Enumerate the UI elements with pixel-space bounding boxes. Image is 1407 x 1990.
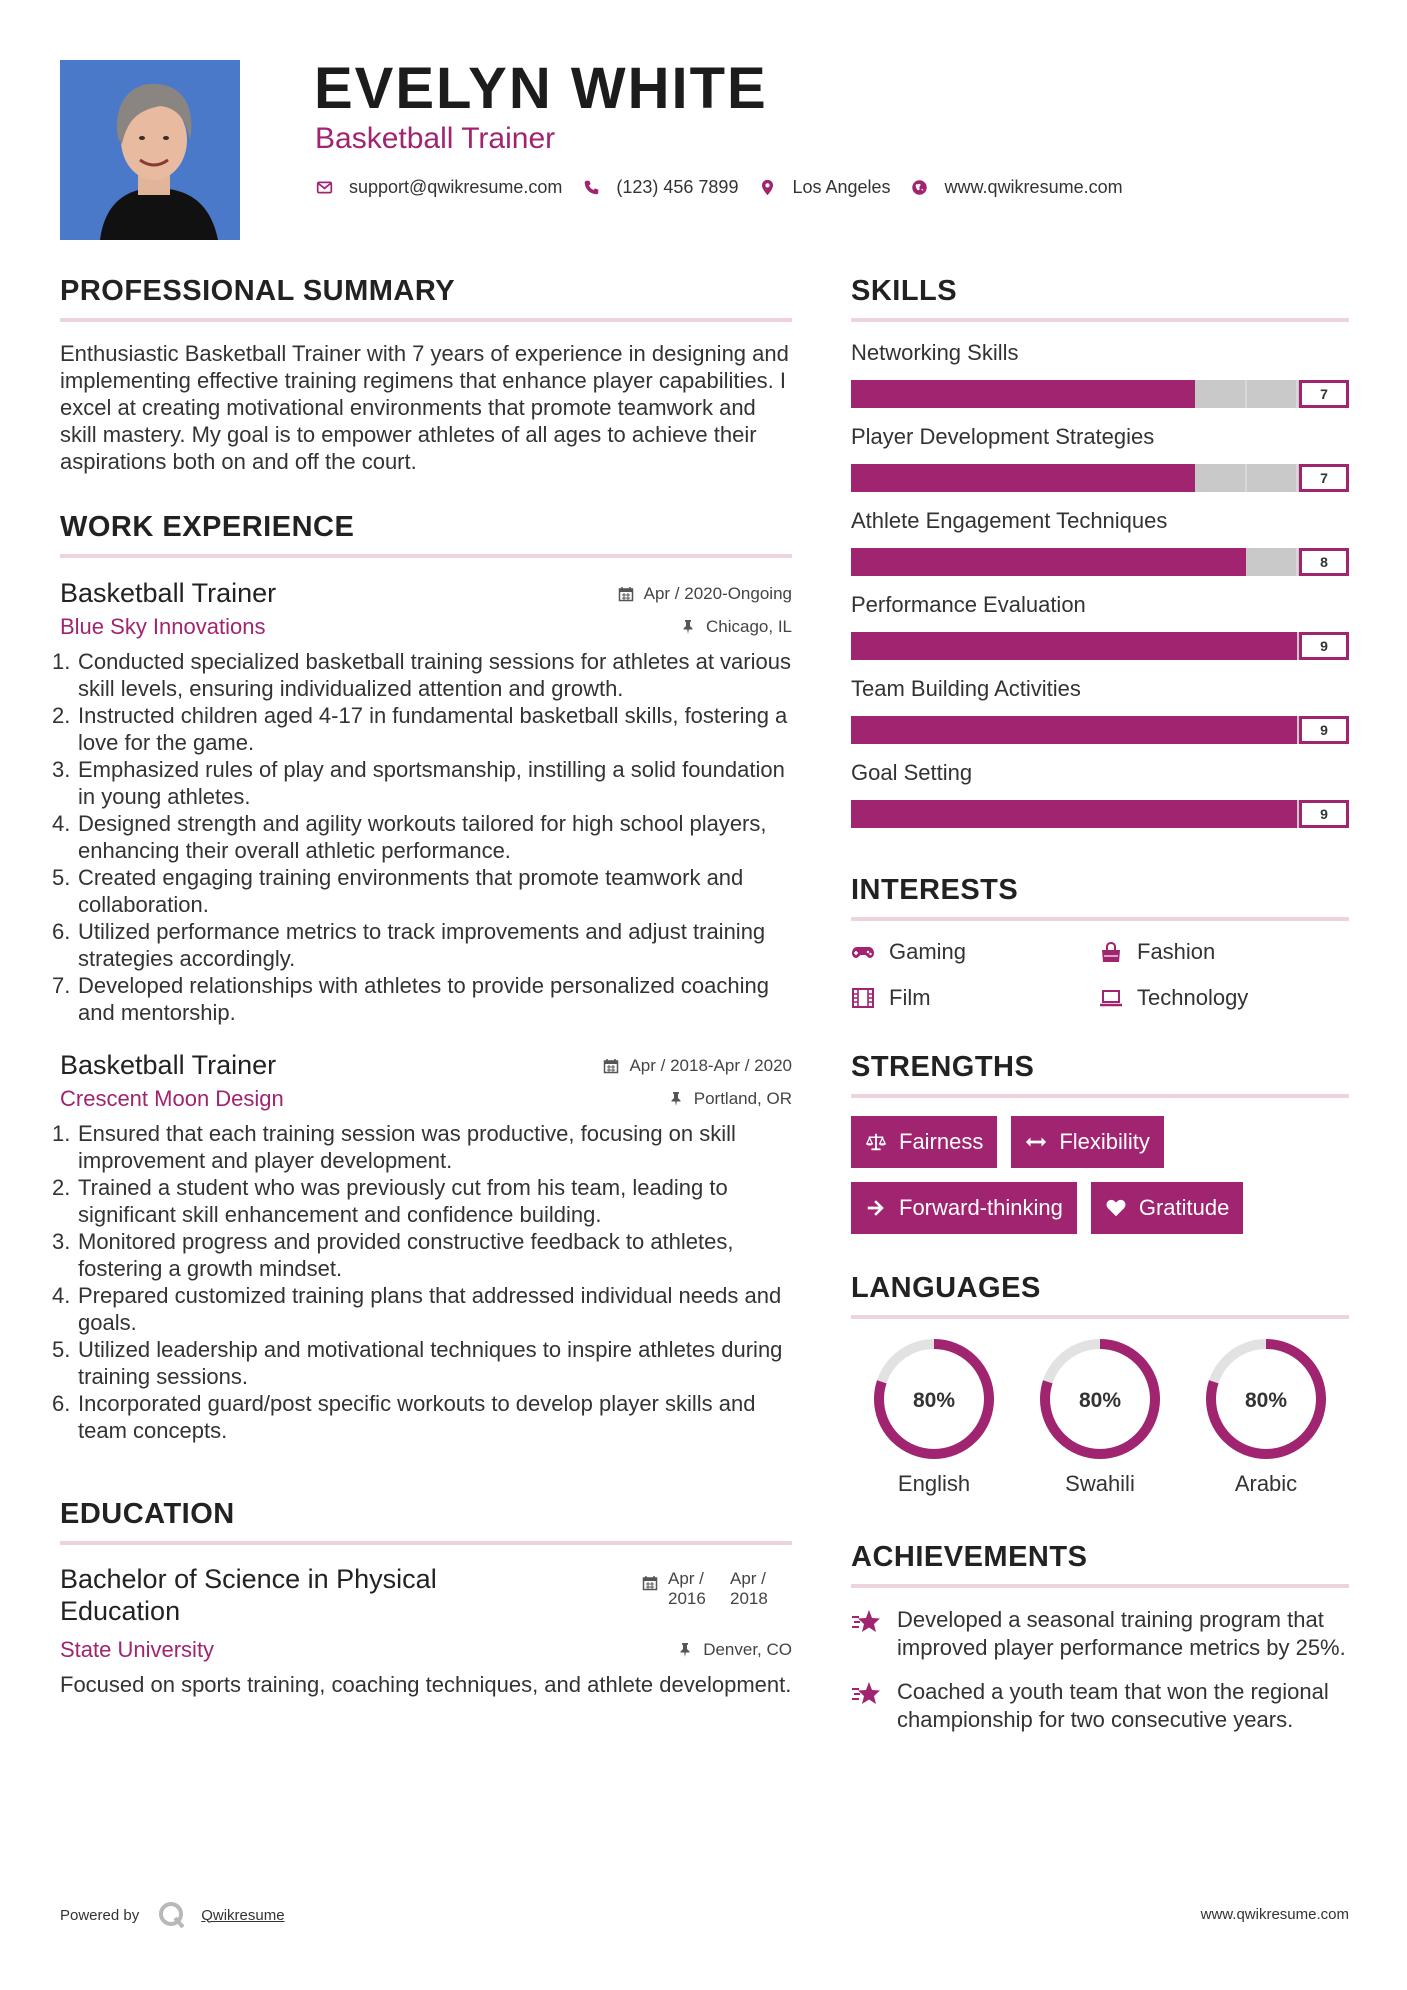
arrows-horizontal-icon bbox=[1025, 1131, 1047, 1153]
skill-segment-filled bbox=[1197, 548, 1246, 576]
shopping-bag-icon bbox=[1099, 941, 1125, 963]
skill-level-badge: 8 bbox=[1299, 548, 1349, 576]
skill-item bbox=[851, 592, 1349, 660]
skill-segment-filled bbox=[1248, 632, 1298, 660]
language-gauge bbox=[1038, 1337, 1162, 1461]
skill-segment-filled bbox=[1098, 548, 1147, 576]
skill-level-badge: 9 bbox=[1299, 632, 1349, 660]
strength-label: Forward-thinking bbox=[899, 1195, 1063, 1220]
skill-name: Team Building Activities bbox=[851, 676, 1081, 701]
language-gauge bbox=[872, 1337, 996, 1461]
skill-segment-filled bbox=[949, 380, 998, 408]
skill-segment-filled bbox=[1097, 464, 1146, 492]
section-title-education: EDUCATION bbox=[60, 1498, 792, 1545]
achievement-item bbox=[851, 1606, 1349, 1662]
location-text: Los Angeles bbox=[792, 177, 891, 197]
skill-segment-filled bbox=[1147, 548, 1196, 576]
skill-segment-filled bbox=[851, 800, 901, 828]
list-item: 3. Monitored progress and provided constructive feedback to athletes, fostering a growth mindset. bbox=[52, 1229, 734, 1281]
section-title-skills: SKILLS bbox=[851, 275, 1349, 322]
skill-segment-filled bbox=[1146, 464, 1195, 492]
skill-segment-empty bbox=[1246, 548, 1297, 576]
skill-segment-filled bbox=[901, 716, 951, 744]
skill-segment-filled bbox=[1049, 800, 1099, 828]
skill-segment-filled bbox=[999, 464, 1048, 492]
skill-level-badge: 9 bbox=[1299, 800, 1349, 828]
powered-by-text: Powered by bbox=[60, 1906, 140, 1924]
list-item: 6. Utilized performance metrics to track improvements and adjust training strategies accordingly. bbox=[52, 919, 766, 971]
section-title-achievements: ACHIEVEMENTS bbox=[851, 1541, 1349, 1588]
skill-segment-filled bbox=[1248, 716, 1298, 744]
job-location-text: Portland, OR bbox=[693, 1089, 792, 1108]
skill-segment-filled bbox=[950, 548, 999, 576]
skill-segment-filled bbox=[1099, 632, 1149, 660]
calendar-icon bbox=[642, 1575, 658, 1591]
job-date-text: Apr / 2020-Ongoing bbox=[643, 584, 792, 603]
skill-segment-filled bbox=[1000, 632, 1050, 660]
film-icon bbox=[851, 987, 877, 1009]
education-dates bbox=[642, 1569, 792, 1609]
list-item: 6. Incorporated guard/post specific workouts to develop player skills and team concepts. bbox=[52, 1391, 756, 1443]
skill-segment-filled bbox=[1149, 716, 1199, 744]
candidate-name: EVELYN WHITE bbox=[314, 56, 768, 121]
gamepad-icon bbox=[851, 941, 877, 963]
contact-bar bbox=[315, 177, 1143, 198]
strength-chip bbox=[1011, 1116, 1163, 1168]
strength-label: Gratitude bbox=[1138, 1195, 1230, 1220]
calendar-icon bbox=[603, 1058, 619, 1074]
interest-item bbox=[1099, 939, 1347, 965]
education-location-text: Denver, CO bbox=[703, 1640, 792, 1659]
skill-segment-empty bbox=[1195, 464, 1246, 492]
job-bullets bbox=[52, 648, 792, 1026]
strength-chip bbox=[851, 1116, 997, 1168]
brand-link[interactable]: Qwikresume bbox=[201, 1906, 285, 1924]
skill-segment-filled bbox=[950, 632, 1000, 660]
language-item bbox=[1017, 1337, 1183, 1497]
list-item: 5. Created engaging training environments that promote teamwork and collaboration. bbox=[52, 865, 744, 917]
skill-bar bbox=[851, 800, 1349, 828]
laptop-icon bbox=[1099, 987, 1125, 1009]
map-pin-icon bbox=[758, 179, 776, 197]
skill-bar bbox=[851, 548, 1349, 576]
phone-icon bbox=[582, 179, 600, 197]
skill-segment-filled bbox=[1149, 632, 1199, 660]
list-item: 5. Utilized leadership and motivational techniques to inspire athletes during training sessions. bbox=[52, 1337, 783, 1389]
skill-bar bbox=[851, 716, 1349, 744]
skill-segment-filled bbox=[1049, 632, 1099, 660]
job-location bbox=[668, 1089, 792, 1109]
website-text: www.qwikresume.com bbox=[944, 177, 1123, 197]
skill-level-badge: 9 bbox=[1299, 716, 1349, 744]
languages-list bbox=[851, 1337, 1349, 1497]
skill-segment-filled bbox=[851, 716, 901, 744]
job-entry bbox=[52, 1048, 792, 1444]
skill-segment-empty bbox=[1247, 380, 1298, 408]
skill-segment-filled bbox=[1146, 380, 1195, 408]
profile-photo bbox=[60, 60, 240, 240]
strength-label: Fairness bbox=[899, 1129, 984, 1154]
list-item: 3. Emphasized rules of play and sportsmanship, instilling a solid foundation in young athletes. bbox=[52, 757, 785, 809]
skill-segment-filled bbox=[1048, 380, 1097, 408]
list-item: 1. Conducted specialized basketball training sessions for athletes at various skill levels, ensuring individualized attention and growth. bbox=[52, 649, 791, 701]
section-title-languages: LANGUAGES bbox=[851, 1272, 1349, 1319]
skill-bar bbox=[851, 464, 1349, 492]
language-name: Swahili bbox=[1065, 1471, 1135, 1496]
candidate-role: Basketball Trainer bbox=[315, 122, 556, 155]
envelope-icon bbox=[315, 179, 333, 197]
job-title: Basketball Trainer bbox=[60, 578, 277, 608]
phone-text: (123) 456 7899 bbox=[616, 177, 739, 197]
skill-item bbox=[851, 424, 1349, 492]
skill-segment-filled bbox=[1198, 800, 1248, 828]
contact-website[interactable] bbox=[911, 177, 1123, 198]
skill-segment-filled bbox=[901, 800, 951, 828]
skill-item bbox=[851, 508, 1349, 576]
achievement-text: Developed a seasonal training program that improved player performance metrics by 25%. bbox=[897, 1607, 1346, 1660]
skill-segment-filled bbox=[950, 716, 1000, 744]
job-date bbox=[603, 1056, 792, 1076]
skill-name: Player Development Strategies bbox=[851, 424, 1155, 449]
skill-segment-filled bbox=[901, 632, 951, 660]
qwikresume-logo-icon bbox=[157, 1900, 187, 1930]
language-name: Arabic bbox=[1234, 1471, 1298, 1496]
skill-segment-filled bbox=[999, 548, 1048, 576]
skill-segment-filled bbox=[1099, 716, 1149, 744]
company-name: Crescent Moon Design bbox=[60, 1086, 284, 1111]
interests-list bbox=[851, 939, 1349, 1011]
skill-segment-filled bbox=[900, 548, 949, 576]
section-title-interests: INTERESTS bbox=[851, 874, 1349, 921]
skill-segment-filled bbox=[1000, 800, 1050, 828]
language-percent: 80% bbox=[1244, 1389, 1288, 1412]
contact-phone[interactable] bbox=[582, 177, 738, 198]
list-item: 4. Designed strength and agility workouts tailored for high school players, enhancing their overall athletic performance. bbox=[52, 811, 767, 863]
job-location-text: Chicago, IL bbox=[706, 617, 792, 636]
skill-segment-filled bbox=[1198, 632, 1248, 660]
language-gauge bbox=[1204, 1337, 1328, 1461]
strengths-list bbox=[851, 1116, 1349, 1234]
skill-segment-filled bbox=[851, 632, 901, 660]
strength-label: Flexibility bbox=[1059, 1129, 1150, 1154]
skill-level-badge: 7 bbox=[1299, 380, 1349, 408]
strength-chip bbox=[1091, 1182, 1244, 1234]
skill-segment-filled bbox=[1099, 800, 1149, 828]
skill-item bbox=[851, 340, 1349, 408]
skill-segment-filled bbox=[900, 464, 949, 492]
skill-segment-filled bbox=[851, 464, 900, 492]
interest-label: Technology bbox=[1137, 985, 1249, 1010]
skill-bar bbox=[851, 632, 1349, 660]
globe-icon bbox=[911, 179, 929, 197]
strength-chip bbox=[851, 1182, 1077, 1234]
school-name: State University bbox=[60, 1637, 215, 1662]
list-item: 4. Prepared customized training plans that addressed individual needs and goals. bbox=[52, 1283, 782, 1335]
skills-list bbox=[851, 340, 1349, 828]
pushpin-icon bbox=[680, 619, 696, 635]
footer-powered-by bbox=[60, 1900, 285, 1930]
company-name: Blue Sky Innovations bbox=[60, 614, 266, 639]
contact-location bbox=[758, 177, 890, 198]
job-date bbox=[618, 584, 792, 604]
list-item: 2. Instructed children aged 4-17 in fundamental basketball skills, fostering a love for the game. bbox=[52, 703, 788, 755]
skill-name: Athlete Engagement Techniques bbox=[851, 508, 1168, 533]
skill-name: Performance Evaluation bbox=[851, 592, 1086, 617]
job-title: Basketball Trainer bbox=[60, 1050, 277, 1080]
skill-segment-filled bbox=[999, 380, 1048, 408]
email-text: support@qwikresume.com bbox=[349, 177, 563, 197]
heart-icon bbox=[1105, 1197, 1127, 1219]
language-name: English bbox=[897, 1471, 971, 1496]
skill-segment-filled bbox=[1248, 800, 1298, 828]
skill-level-badge: 7 bbox=[1299, 464, 1349, 492]
degree-title: Bachelor of Science in Physical Education bbox=[60, 1564, 437, 1626]
skill-segment-filled bbox=[1097, 380, 1146, 408]
interest-label: Film bbox=[889, 985, 931, 1010]
interest-label: Gaming bbox=[889, 939, 967, 964]
balance-scale-icon bbox=[865, 1131, 887, 1153]
pushpin-icon bbox=[677, 1642, 693, 1658]
skill-name: Goal Setting bbox=[851, 760, 973, 785]
job-date-text: Apr / 2018-Apr / 2020 bbox=[629, 1056, 792, 1075]
interest-label: Fashion bbox=[1137, 939, 1216, 964]
arrow-right-icon bbox=[865, 1197, 887, 1219]
skill-segment-filled bbox=[949, 464, 998, 492]
skill-segment-empty bbox=[1195, 380, 1246, 408]
skill-name: Networking Skills bbox=[851, 340, 1019, 365]
education-start: Apr / 2016 bbox=[668, 1569, 706, 1608]
contact-email[interactable] bbox=[315, 177, 562, 198]
job-bullets bbox=[52, 1120, 792, 1444]
list-item: 2. Trained a student who was previously cut from his team, leading to significant skill enhancement and confidence building. bbox=[52, 1175, 728, 1227]
skill-segment-filled bbox=[1149, 800, 1199, 828]
summary-text: Enthusiastic Basketball Trainer with 7 years of experience in designing and implementing effective training regimens that enhance player capabilities. I excel at creating motivational environments that promote teamwork and skill mastery. My goal is to empower athletes of all ages to achieve their aspirations both on and off the court. bbox=[60, 341, 789, 474]
achievement-text: Coached a youth team that won the regional championship for two consecutive years. bbox=[897, 1679, 1329, 1732]
education-end: Apr / 2018 bbox=[730, 1569, 768, 1608]
section-title-summary: PROFESSIONAL SUMMARY bbox=[60, 275, 792, 322]
skill-segment-filled bbox=[1000, 716, 1050, 744]
skill-segment-filled bbox=[950, 800, 1000, 828]
language-item bbox=[1183, 1337, 1349, 1497]
star-icon bbox=[851, 1680, 883, 1708]
skill-item bbox=[851, 676, 1349, 744]
job-location bbox=[680, 617, 792, 637]
interest-item bbox=[851, 985, 1099, 1011]
skill-item bbox=[851, 760, 1349, 828]
skill-segment-filled bbox=[1049, 716, 1099, 744]
achievement-item bbox=[851, 1678, 1349, 1734]
skill-segment-filled bbox=[851, 548, 900, 576]
section-title-strengths: STRENGTHS bbox=[851, 1051, 1349, 1098]
interest-item bbox=[851, 939, 1099, 965]
skill-bar bbox=[851, 380, 1349, 408]
skill-segment-filled bbox=[1049, 548, 1098, 576]
language-percent: 80% bbox=[912, 1389, 956, 1412]
education-description: Focused on sports training, coaching techniques, and athlete development. bbox=[60, 1672, 792, 1697]
left-column bbox=[52, 275, 792, 1698]
skill-segment-filled bbox=[1198, 716, 1248, 744]
interest-item bbox=[1099, 985, 1347, 1011]
job-entry bbox=[52, 576, 792, 1026]
skill-segment-filled bbox=[851, 380, 900, 408]
pushpin-icon bbox=[668, 1091, 684, 1107]
education-location bbox=[677, 1640, 792, 1660]
language-item bbox=[851, 1337, 1017, 1497]
star-icon bbox=[851, 1608, 883, 1636]
skill-segment-empty bbox=[1247, 464, 1298, 492]
right-column bbox=[851, 275, 1349, 1750]
list-item: 1. Ensured that each training session was productive, focusing on skill improvement and player development. bbox=[52, 1121, 736, 1173]
language-percent: 80% bbox=[1078, 1389, 1122, 1412]
footer-website[interactable]: www.qwikresume.com bbox=[1200, 1906, 1349, 1923]
calendar-icon bbox=[618, 586, 634, 602]
section-title-work: WORK EXPERIENCE bbox=[60, 511, 792, 558]
list-item: 7. Developed relationships with athletes to provide personalized coaching and mentorship. bbox=[52, 973, 769, 1025]
skill-segment-filled bbox=[1048, 464, 1097, 492]
skill-segment-filled bbox=[900, 380, 949, 408]
